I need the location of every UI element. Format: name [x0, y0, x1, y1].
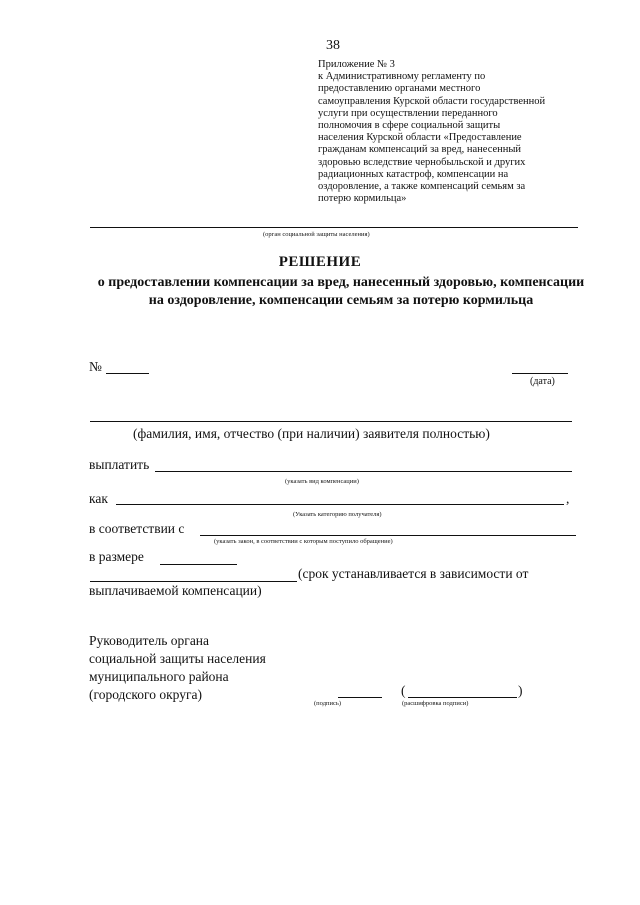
date-caption: (дата): [530, 376, 555, 387]
organ-caption: (орган социальной защиты населения): [263, 231, 370, 238]
amount-field-line[interactable]: [160, 564, 237, 565]
as-label: как: [89, 491, 108, 506]
appendix-note: [318, 59, 588, 205]
page-number: 38: [326, 38, 340, 53]
amount-label: в размере: [89, 549, 144, 564]
appendix-line: Приложение № 3: [318, 59, 395, 70]
signature-line: муниципального района: [89, 669, 229, 684]
signature-line: Руководитель органа: [89, 633, 210, 648]
as-end-comma: ,: [566, 491, 570, 506]
accordance-field-line[interactable]: [200, 535, 576, 536]
date-field-line[interactable]: [512, 373, 568, 374]
sign-caption: (подпись): [314, 700, 341, 707]
appendix-line: услуги при осуществлении переданного: [318, 107, 498, 119]
as-caption: (Указать категорию получателя): [293, 511, 382, 518]
document-subtitle: о предоставлении компенсации за вред, нанесенный здоровью, компенсации на оздоровление, компенсации семьям за потерю кормильца: [97, 275, 585, 308]
document-title: РЕШЕНИЕ: [278, 254, 362, 270]
decode-close-paren: ): [518, 683, 523, 698]
decode-caption: (расшифровка подписи): [402, 700, 469, 707]
accordance-caption: (указать закон, в соответствии с которым поступило обращение): [214, 538, 393, 545]
fio-caption: (фамилия, имя, отчество (при наличии) заявителя полностью): [133, 426, 490, 441]
appendix-line: потерю кормильца»: [318, 193, 407, 205]
signature-line: (городского округа): [89, 687, 203, 702]
appendix-line: предоставлению органами местного: [318, 83, 481, 95]
appendix-line: оздоровление, а также компенсаций семьям за: [318, 181, 526, 193]
sign-field-line[interactable]: [338, 697, 382, 698]
decode-open-paren: (: [401, 683, 406, 698]
appendix-line: самоуправления Курской области государственной: [318, 95, 546, 107]
term-note-line2: выплачиваемой компенсации): [89, 583, 262, 598]
number-label: №: [89, 359, 102, 374]
term-note-line1: (срок устанавливается в зависимости от: [298, 566, 529, 581]
as-field-line[interactable]: [116, 504, 564, 505]
appendix-line: к Административному регламенту по: [318, 71, 486, 83]
appendix-line: здоровью вследствие чернобыльской и других: [318, 156, 526, 168]
appendix-line: гражданам компенсаций за вред, нанесенный: [318, 144, 522, 156]
accordance-label: в соответствии с: [89, 521, 185, 536]
appendix-line: полномочия в сфере социальной защиты: [318, 120, 501, 132]
pay-field-line[interactable]: [155, 471, 572, 472]
organ-field-line[interactable]: [90, 227, 578, 228]
signature-line: социальной защиты населения: [89, 651, 266, 666]
pay-label: выплатить: [89, 457, 150, 472]
signature-block: [89, 632, 309, 704]
appendix-line: населения Курской области «Предоставление: [318, 132, 522, 144]
decode-field-line[interactable]: [408, 697, 517, 698]
term-field-line[interactable]: [90, 581, 297, 582]
number-field-line[interactable]: [106, 373, 149, 374]
pay-caption: (указать вид компенсации): [285, 478, 359, 485]
fio-field-line[interactable]: [90, 421, 572, 422]
appendix-line: радиационных катастроф, компенсации на: [318, 168, 509, 180]
